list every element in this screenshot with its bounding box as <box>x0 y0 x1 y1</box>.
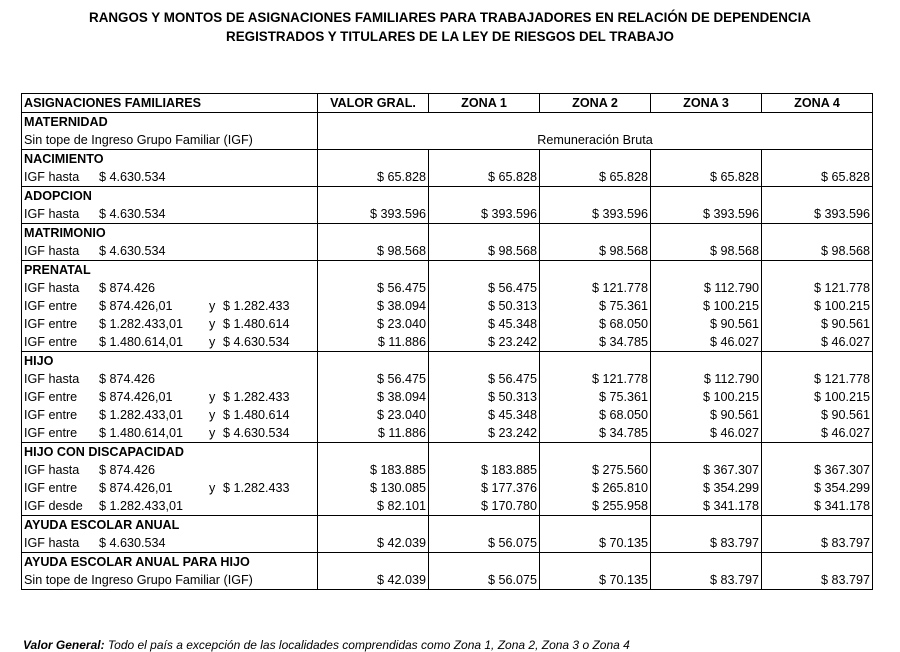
amount-cell: $ 393.596 <box>318 205 429 224</box>
table-row <box>22 388 873 406</box>
igf-and: y <box>209 426 216 440</box>
igf-condition: IGF hasta <box>24 207 80 221</box>
igf-amount-to: $ 4.630.534 <box>223 335 290 349</box>
group-header-blank <box>651 224 762 243</box>
group-header-blank <box>540 187 651 206</box>
amount-cell: $ 121.778 <box>762 370 873 388</box>
amount-cell: $ 11.886 <box>318 424 429 443</box>
table-row <box>22 571 873 590</box>
amount-cell: $ 70.135 <box>540 571 651 590</box>
igf-amount-from: $ 1.480.614,01 <box>99 426 184 440</box>
amount-cell: $ 393.596 <box>762 205 873 224</box>
row-label <box>22 388 318 406</box>
table-row <box>22 534 873 553</box>
igf-condition: IGF hasta <box>24 536 80 550</box>
amount-cell: $ 393.596 <box>651 205 762 224</box>
table-header-row <box>22 94 873 113</box>
table-row <box>22 406 873 424</box>
group-header-row <box>22 553 873 572</box>
amount-cell: $ 90.561 <box>651 315 762 333</box>
igf-condition: IGF hasta <box>24 170 80 184</box>
row-label <box>22 479 318 497</box>
amount-cell: $ 82.101 <box>318 497 429 516</box>
amount-cell: $ 83.797 <box>651 571 762 590</box>
group-header-blank <box>318 150 429 169</box>
group-title: MATRIMONIO <box>22 224 318 243</box>
group-header-blank <box>762 187 873 206</box>
amount-cell: $ 56.475 <box>318 370 429 388</box>
row-label: Sin tope de Ingreso Grupo Familiar (IGF) <box>22 571 318 590</box>
amount-cell: $ 90.561 <box>762 406 873 424</box>
amount-cell: $ 68.050 <box>540 315 651 333</box>
amount-cell: $ 65.828 <box>762 168 873 187</box>
group-header-blank <box>540 224 651 243</box>
amount-cell: $ 50.313 <box>429 388 540 406</box>
igf-amount-to: $ 4.630.534 <box>223 426 290 440</box>
row-label <box>22 461 318 479</box>
amount-cell: $ 38.094 <box>318 297 429 315</box>
igf-amount-to: $ 1.480.614 <box>223 408 290 422</box>
table-row <box>22 370 873 388</box>
amount-cell: $ 98.568 <box>318 242 429 261</box>
table-row <box>22 131 873 150</box>
amount-cell: $ 70.135 <box>540 534 651 553</box>
igf-and: y <box>209 481 216 495</box>
amount-cell: $ 121.778 <box>540 370 651 388</box>
amount-cell: $ 367.307 <box>651 461 762 479</box>
group-header-blank <box>651 443 762 462</box>
row-label <box>22 168 318 187</box>
amount-cell: $ 100.215 <box>651 388 762 406</box>
amount-cell: $ 68.050 <box>540 406 651 424</box>
igf-amount-from: $ 874.426,01 <box>99 481 173 495</box>
igf-condition: IGF entre <box>24 426 78 440</box>
group-header-blank <box>318 553 429 572</box>
group-header-blank <box>429 261 540 280</box>
amount-cell: $ 83.797 <box>651 534 762 553</box>
group-title: AYUDA ESCOLAR ANUAL <box>22 516 318 535</box>
igf-condition: IGF entre <box>24 408 78 422</box>
amount-cell: $ 341.178 <box>651 497 762 516</box>
row-label: Sin tope de Ingreso Grupo Familiar (IGF) <box>22 131 318 150</box>
group-header-blank <box>651 553 762 572</box>
group-header-row <box>22 113 873 132</box>
group-header-blank <box>429 443 540 462</box>
row-label <box>22 315 318 333</box>
igf-and: y <box>209 408 216 422</box>
group-header-blank <box>762 261 873 280</box>
igf-and: y <box>209 390 216 404</box>
group-header-blank <box>762 553 873 572</box>
igf-and: y <box>209 335 216 349</box>
amount-cell: $ 11.886 <box>318 333 429 352</box>
group-header-row <box>22 261 873 280</box>
amount-cell: $ 354.299 <box>651 479 762 497</box>
group-header-blank <box>318 224 429 243</box>
amount-cell: $ 45.348 <box>429 315 540 333</box>
title-line-1: RANGOS Y MONTOS DE ASIGNACIONES FAMILIARES PARA TRABAJADORES EN RELACIÓN DE DEPENDENCIA <box>89 10 811 25</box>
igf-condition: IGF entre <box>24 335 78 349</box>
table-row <box>22 315 873 333</box>
igf-amount-from: $ 4.630.534 <box>99 207 166 221</box>
column-header: VALOR GRAL. <box>318 94 429 113</box>
igf-amount-from: $ 1.282.433,01 <box>99 317 184 331</box>
amount-cell: $ 255.958 <box>540 497 651 516</box>
group-header-blank <box>429 516 540 535</box>
igf-condition: IGF hasta <box>24 463 80 477</box>
amount-cell: $ 90.561 <box>762 315 873 333</box>
group-header-blank <box>651 352 762 371</box>
group-title: HIJO <box>22 352 318 371</box>
group-header-blank <box>318 113 873 132</box>
table-row <box>22 333 873 352</box>
amount-cell: $ 56.475 <box>429 279 540 297</box>
table-row <box>22 461 873 479</box>
table-row <box>22 279 873 297</box>
amount-cell: $ 65.828 <box>429 168 540 187</box>
row-label <box>22 297 318 315</box>
igf-amount-to: $ 1.480.614 <box>223 317 290 331</box>
group-header-blank <box>540 443 651 462</box>
group-header-blank <box>540 352 651 371</box>
table-row <box>22 497 873 516</box>
row-label <box>22 242 318 261</box>
column-header: ZONA 2 <box>540 94 651 113</box>
amount-cell: $ 83.797 <box>762 571 873 590</box>
amount-cell: $ 23.040 <box>318 315 429 333</box>
table-row <box>22 242 873 261</box>
table-row <box>22 205 873 224</box>
amount-cell: $ 75.361 <box>540 388 651 406</box>
row-label <box>22 406 318 424</box>
igf-condition: IGF desde <box>24 499 83 513</box>
amount-cell: $ 23.242 <box>429 333 540 352</box>
igf-and: y <box>209 317 216 331</box>
amount-cell: $ 56.075 <box>429 534 540 553</box>
group-title: HIJO CON DISCAPACIDAD <box>22 443 318 462</box>
igf-condition: IGF hasta <box>24 244 80 258</box>
amount-cell: $ 367.307 <box>762 461 873 479</box>
group-header-row <box>22 187 873 206</box>
amount-cell: $ 100.215 <box>651 297 762 315</box>
amount-cell: $ 98.568 <box>762 242 873 261</box>
table-row <box>22 424 873 443</box>
group-header-blank <box>651 150 762 169</box>
amount-cell: $ 183.885 <box>429 461 540 479</box>
amount-cell: $ 56.075 <box>429 571 540 590</box>
igf-amount-from: $ 1.480.614,01 <box>99 335 184 349</box>
group-title: MATERNIDAD <box>22 113 318 132</box>
group-header-blank <box>651 187 762 206</box>
amount-cell: $ 38.094 <box>318 388 429 406</box>
amount-cell: $ 393.596 <box>429 205 540 224</box>
amount-cell: $ 121.778 <box>540 279 651 297</box>
row-label <box>22 279 318 297</box>
amount-cell: $ 98.568 <box>540 242 651 261</box>
group-header-blank <box>762 443 873 462</box>
igf-amount-from: $ 874.426,01 <box>99 390 173 404</box>
group-title: AYUDA ESCOLAR ANUAL PARA HIJO <box>22 553 318 572</box>
group-header-blank <box>651 516 762 535</box>
row-label <box>22 497 318 516</box>
group-header-row <box>22 443 873 462</box>
span-value: Remuneración Bruta <box>318 131 873 150</box>
igf-condition: IGF hasta <box>24 281 80 295</box>
group-header-row <box>22 352 873 371</box>
group-header-row <box>22 224 873 243</box>
group-title: NACIMIENTO <box>22 150 318 169</box>
amount-cell: $ 275.560 <box>540 461 651 479</box>
amount-cell: $ 34.785 <box>540 333 651 352</box>
amount-cell: $ 393.596 <box>540 205 651 224</box>
amount-cell: $ 45.348 <box>429 406 540 424</box>
igf-condition: IGF entre <box>24 317 78 331</box>
igf-amount-to: $ 1.282.433 <box>223 390 290 404</box>
amount-cell: $ 65.828 <box>651 168 762 187</box>
row-label <box>22 333 318 352</box>
igf-amount-from: $ 874.426 <box>99 281 156 295</box>
amount-cell: $ 42.039 <box>318 534 429 553</box>
igf-amount-from: $ 1.282.433,01 <box>99 408 184 422</box>
igf-condition: IGF hasta <box>24 372 80 386</box>
amount-cell: $ 56.475 <box>318 279 429 297</box>
igf-condition: IGF entre <box>24 390 78 404</box>
group-header-blank <box>429 553 540 572</box>
amount-cell: $ 83.797 <box>762 534 873 553</box>
title-line-2: REGISTRADOS Y TITULARES DE LA LEY DE RIESGOS DEL TRABAJO <box>226 29 674 44</box>
group-header-row <box>22 150 873 169</box>
row-label <box>22 424 318 443</box>
group-header-blank <box>651 261 762 280</box>
amount-cell: $ 354.299 <box>762 479 873 497</box>
footnote-label: Valor General: <box>23 638 105 652</box>
column-header: ZONA 4 <box>762 94 873 113</box>
group-header-blank <box>318 516 429 535</box>
group-header-blank <box>318 352 429 371</box>
igf-amount-to: $ 1.282.433 <box>223 481 290 495</box>
footnote <box>23 638 630 652</box>
igf-condition: IGF entre <box>24 299 78 313</box>
amount-cell: $ 100.215 <box>762 388 873 406</box>
amount-cell: $ 112.790 <box>651 370 762 388</box>
asignaciones-table <box>21 93 873 590</box>
group-header-blank <box>540 516 651 535</box>
igf-amount-to: $ 1.282.433 <box>223 299 290 313</box>
table-row <box>22 168 873 187</box>
amount-cell: $ 75.361 <box>540 297 651 315</box>
igf-amount-from: $ 4.630.534 <box>99 244 166 258</box>
amount-cell: $ 100.215 <box>762 297 873 315</box>
igf-and: y <box>209 299 216 313</box>
row-label <box>22 534 318 553</box>
group-header-blank <box>429 352 540 371</box>
igf-amount-from: $ 4.630.534 <box>99 170 166 184</box>
amount-cell: $ 46.027 <box>762 424 873 443</box>
group-title: PRENATAL <box>22 261 318 280</box>
table-row <box>22 479 873 497</box>
column-header: ZONA 1 <box>429 94 540 113</box>
row-label <box>22 370 318 388</box>
amount-cell: $ 177.376 <box>429 479 540 497</box>
igf-amount-from: $ 874.426 <box>99 372 156 386</box>
amount-cell: $ 34.785 <box>540 424 651 443</box>
amount-cell: $ 98.568 <box>429 242 540 261</box>
row-label <box>22 205 318 224</box>
column-header: ASIGNACIONES FAMILIARES <box>22 94 318 113</box>
document-title <box>0 8 900 46</box>
group-header-blank <box>318 187 429 206</box>
group-header-blank <box>318 443 429 462</box>
amount-cell: $ 90.561 <box>651 406 762 424</box>
amount-cell: $ 65.828 <box>540 168 651 187</box>
group-header-blank <box>762 224 873 243</box>
group-header-row <box>22 516 873 535</box>
amount-cell: $ 98.568 <box>651 242 762 261</box>
amount-cell: $ 56.475 <box>429 370 540 388</box>
amount-cell: $ 42.039 <box>318 571 429 590</box>
group-header-blank <box>540 150 651 169</box>
amount-cell: $ 183.885 <box>318 461 429 479</box>
amount-cell: $ 170.780 <box>429 497 540 516</box>
group-header-blank <box>540 261 651 280</box>
amount-cell: $ 23.040 <box>318 406 429 424</box>
group-header-blank <box>429 187 540 206</box>
igf-amount-from: $ 874.426,01 <box>99 299 173 313</box>
group-header-blank <box>762 516 873 535</box>
footnote-text: Todo el país a excepción de las localidades comprendidas como Zona 1, Zona 2, Zona 3 o Zona 4 <box>104 638 630 652</box>
amount-cell: $ 23.242 <box>429 424 540 443</box>
igf-condition: IGF entre <box>24 481 78 495</box>
amount-cell: $ 130.085 <box>318 479 429 497</box>
group-header-blank <box>429 224 540 243</box>
amount-cell: $ 265.810 <box>540 479 651 497</box>
amount-cell: $ 50.313 <box>429 297 540 315</box>
table-row <box>22 297 873 315</box>
group-title: ADOPCION <box>22 187 318 206</box>
igf-amount-from: $ 874.426 <box>99 463 156 477</box>
igf-amount-from: $ 1.282.433,01 <box>99 499 184 513</box>
group-header-blank <box>762 150 873 169</box>
amount-cell: $ 341.178 <box>762 497 873 516</box>
amount-cell: $ 46.027 <box>651 424 762 443</box>
group-header-blank <box>318 261 429 280</box>
group-header-blank <box>540 553 651 572</box>
group-header-blank <box>429 150 540 169</box>
amount-cell: $ 46.027 <box>762 333 873 352</box>
amount-cell: $ 112.790 <box>651 279 762 297</box>
group-header-blank <box>762 352 873 371</box>
amount-cell: $ 121.778 <box>762 279 873 297</box>
amount-cell: $ 46.027 <box>651 333 762 352</box>
column-header: ZONA 3 <box>651 94 762 113</box>
igf-amount-from: $ 4.630.534 <box>99 536 166 550</box>
amount-cell: $ 65.828 <box>318 168 429 187</box>
